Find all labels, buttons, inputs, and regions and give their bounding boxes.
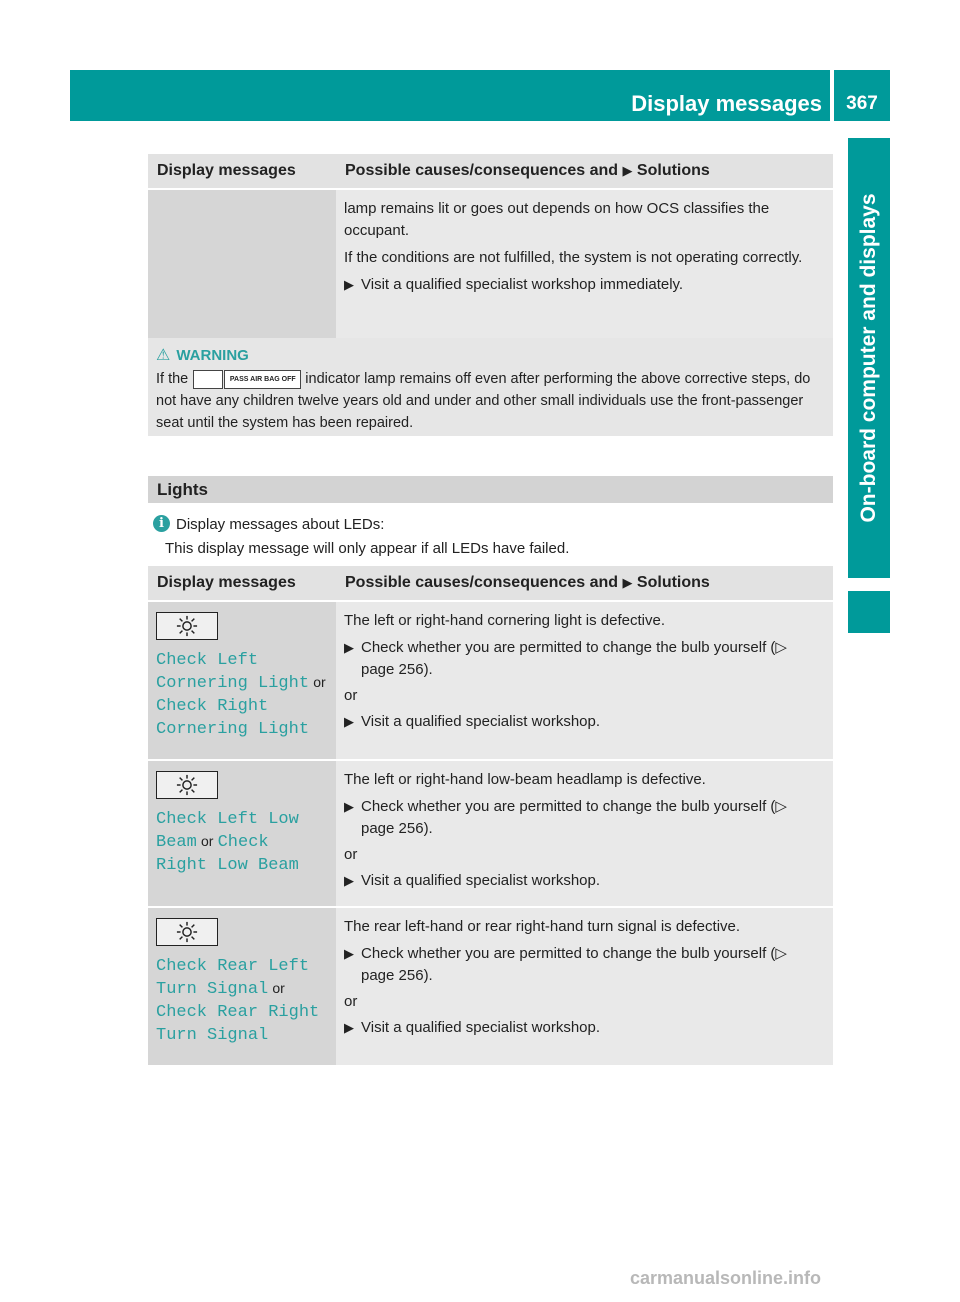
solution-step-text: Check whether you are permitted to change the bulb yourself (▷ page 256). bbox=[361, 945, 787, 984]
col-header-causes bbox=[336, 566, 833, 601]
table-row bbox=[148, 760, 833, 907]
bulb-warning-icon bbox=[156, 612, 218, 640]
or-connector: or bbox=[344, 846, 358, 863]
or-connector: or bbox=[344, 687, 358, 704]
causes-cell bbox=[336, 907, 833, 1066]
solution-step-text: Visit a qualified specialist workshop. bbox=[361, 872, 601, 889]
solution-step-text: Visit a qualified specialist workshop immediately. bbox=[361, 276, 684, 293]
step-arrow-icon: ▶ bbox=[344, 946, 354, 961]
display-messages-table-lights bbox=[148, 566, 833, 1067]
table-header-row bbox=[148, 566, 833, 601]
warning-title-text: WARNING bbox=[176, 347, 249, 364]
message-right: Check Rear Right Turn Signal bbox=[156, 1003, 320, 1045]
col-header-causes bbox=[336, 154, 833, 189]
causes-cell bbox=[336, 760, 833, 907]
cause-text: If the conditions are not fulfilled, the system is not operating correctly. bbox=[344, 249, 803, 266]
display-message-text bbox=[156, 808, 328, 877]
pass-air-bag-off-icon: PASS AIR BAG OFF bbox=[224, 370, 301, 389]
col-header-solutions: Solutions bbox=[636, 162, 710, 179]
solution-step bbox=[344, 1017, 823, 1039]
page-section-title: Display messages bbox=[631, 91, 822, 116]
col-header-causes-prefix: Possible causes/consequences and bbox=[345, 162, 619, 179]
watermark-footer: carmanualsonline.info bbox=[630, 1268, 822, 1288]
table-row bbox=[148, 189, 833, 353]
solution-step-text: Visit a qualified specialist workshop. bbox=[361, 1019, 601, 1036]
info-note-line1: Display messages about LEDs: bbox=[176, 516, 385, 533]
or-connector: or bbox=[200, 833, 214, 849]
section-heading-lights: Lights bbox=[157, 480, 208, 499]
step-arrow-icon: ▶ bbox=[344, 799, 354, 814]
display-message-cell bbox=[148, 907, 336, 1066]
play-arrow-icon: ▶ bbox=[622, 163, 633, 178]
step-arrow-icon: ▶ bbox=[344, 1020, 354, 1035]
step-arrow-icon: ▶ bbox=[344, 640, 354, 655]
col-header-causes-prefix: Possible causes/consequences and bbox=[345, 574, 619, 591]
display-message-cell bbox=[148, 601, 336, 760]
play-arrow-icon: ▶ bbox=[622, 575, 633, 590]
display-message-text bbox=[156, 955, 328, 1047]
message-left: Check Rear Left Turn Signal bbox=[156, 957, 310, 999]
step-arrow-icon: ▶ bbox=[344, 873, 354, 888]
child-seat-airbag-icon bbox=[193, 370, 223, 389]
solution-step bbox=[344, 796, 823, 840]
info-note-line2: This display message will only appear if all LEDs have failed. bbox=[165, 540, 570, 557]
display-message-cell bbox=[148, 760, 336, 907]
solution-step bbox=[344, 711, 823, 733]
info-icon: i bbox=[153, 515, 170, 532]
table-header-row bbox=[148, 154, 833, 189]
col-header-display-messages: Display messages bbox=[148, 566, 336, 601]
display-message-text bbox=[156, 649, 328, 741]
warning-text-pre: If the bbox=[156, 371, 189, 387]
causes-cell bbox=[336, 601, 833, 760]
cause-text: The left or right-hand low-beam headlamp is defective. bbox=[344, 771, 706, 788]
page-number: 367 bbox=[846, 93, 878, 114]
solution-step bbox=[344, 274, 823, 296]
display-message-cell bbox=[148, 189, 336, 353]
bulb-warning-icon bbox=[156, 771, 218, 799]
or-connector: or bbox=[344, 993, 358, 1010]
warning-triangle-icon: ⚠ bbox=[156, 347, 171, 364]
section-heading-bar bbox=[148, 476, 833, 503]
message-right: Check Right Low Beam bbox=[156, 833, 299, 875]
or-connector: or bbox=[272, 980, 285, 996]
or-connector: or bbox=[313, 674, 326, 690]
step-arrow-icon: ▶ bbox=[344, 277, 354, 292]
causes-cell bbox=[336, 189, 833, 353]
solution-step-text: Check whether you are permitted to change the bulb yourself (▷ page 256). bbox=[361, 639, 787, 678]
cause-text: lamp remains lit or goes out depends on how OCS classifies the occupant. bbox=[344, 200, 770, 239]
col-header-solutions: Solutions bbox=[636, 574, 710, 591]
message-left: Check Left Low Beam bbox=[156, 810, 299, 852]
bulb-warning-icon bbox=[156, 918, 218, 946]
cause-text: The rear left-hand or rear right-hand turn signal is defective. bbox=[344, 918, 741, 935]
step-arrow-icon: ▶ bbox=[344, 714, 354, 729]
solution-step-text: Visit a qualified specialist workshop. bbox=[361, 713, 601, 730]
warning-box bbox=[148, 338, 833, 436]
warning-text bbox=[156, 368, 826, 434]
message-left: Check Left Cornering Light bbox=[156, 651, 310, 693]
table-row bbox=[148, 601, 833, 760]
col-header-display-messages: Display messages bbox=[148, 154, 336, 189]
warning-text-post: indicator lamp remains off even after performing the above corrective steps, do not have any children twelve years old and under and other small individuals use the front-passenger seat until the system has been repaired. bbox=[156, 371, 811, 431]
display-messages-table-continued bbox=[148, 154, 833, 354]
solution-step-text: Check whether you are permitted to change the bulb yourself (▷ page 256). bbox=[361, 798, 787, 837]
message-right: Check Right Cornering Light bbox=[156, 697, 310, 739]
solution-step bbox=[344, 637, 823, 681]
warning-title bbox=[156, 345, 249, 365]
chapter-marker-square bbox=[848, 591, 890, 633]
chapter-side-tab-label: On-board computer and displays bbox=[857, 193, 880, 523]
cause-text: The left or right-hand cornering light is defective. bbox=[344, 612, 665, 629]
solution-step bbox=[344, 943, 823, 987]
table-row bbox=[148, 907, 833, 1066]
solution-step bbox=[344, 870, 823, 892]
